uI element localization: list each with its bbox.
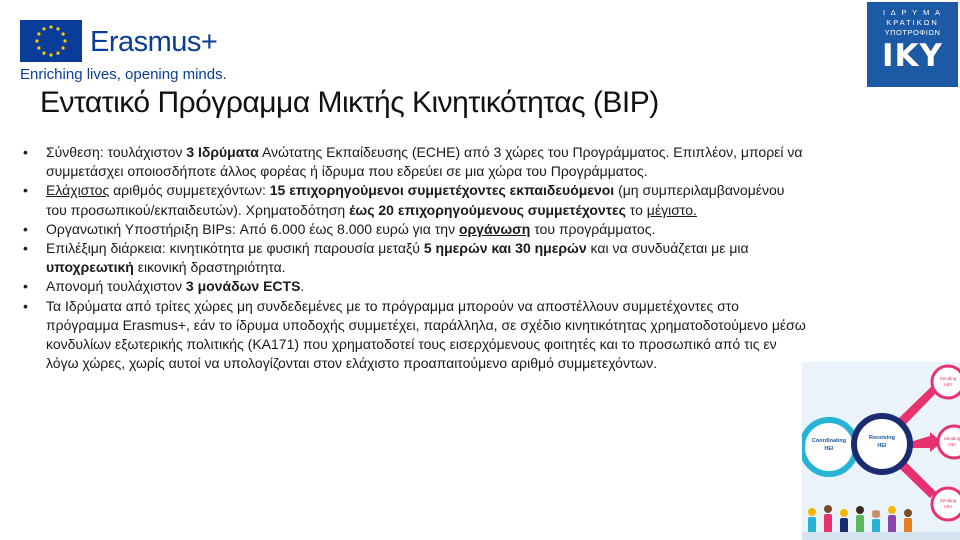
- bullet-underline: Ελάχιστος: [46, 182, 110, 199]
- diagram-sending2-label: Sending: [943, 436, 960, 441]
- diagram-sending3-hei-label: HEI: [944, 504, 952, 509]
- iky-logo-line3: ΥΠΟΤΡΟΦΙΩΝ: [884, 28, 941, 37]
- diagram-sending3-label: Sending: [939, 498, 957, 503]
- bullet-text: .: [300, 278, 305, 295]
- iky-logo: [867, 2, 958, 87]
- bullet-text: του προγράμματος.: [530, 220, 656, 237]
- diagram-sending1-label: Sending: [939, 376, 957, 381]
- iky-logo-line2: ΚΡΑΤΙΚΩΝ: [886, 18, 939, 27]
- bullet-emphasis: 3 Ιδρύματα: [186, 144, 259, 160]
- bullet-text: εικονική δραστηριότητα.: [133, 259, 286, 276]
- bullet-text: (μη συμπεριλαμβανομένου του προσωπικού/εκπαιδευτών). Χρηματοδότηση: [46, 182, 785, 218]
- diagram-coordinating-hei-label: HEI: [824, 446, 834, 452]
- bullet-text: αριθμός συμμετεχόντων:: [109, 182, 270, 199]
- bullet-emphasis: 5 ημερών και 30 ημερών: [423, 240, 587, 257]
- bullet-text: το: [625, 201, 647, 218]
- diagram-receiving-hei-label: HEI: [877, 443, 887, 449]
- bullet-list: [18, 143, 808, 373]
- slide-title: Εντατικό Πρόγραμμα Μικτής Κινητικότητας (BIP): [40, 86, 659, 119]
- bullet-text: Σύνθεση: τουλάχιστον: [46, 144, 187, 160]
- diagram-receiving-label: Receiving: [869, 435, 895, 441]
- bullet-ects: [18, 277, 808, 296]
- bullet-text: Ανώτατης Εκπαίδευσης (ECHE) από 3 χώρες του Προγράμματος. Επιπλέον, μπορεί να συμμετάσχει οποιοσδήποτε άλλος φορέας ή ίδρυμα που εδρεύει σε μια χώρα του Προγράμματος.: [46, 144, 803, 180]
- slide-number: 14: [871, 509, 882, 519]
- bullet-support: [18, 220, 808, 239]
- erasmus-tagline: Enriching lives, opening minds.: [20, 66, 227, 83]
- eu-flag-icon: [20, 20, 82, 62]
- diagram-sending2-hei-label: HEI: [948, 442, 956, 447]
- bullet-underline: μέγιστο.: [646, 201, 697, 218]
- bullet-text: Απονομή τουλάχιστον: [46, 278, 186, 295]
- bullet-text: Τα Ιδρύματα από τρίτες χώρες μη συνδεδεμένες με το πρόγραμμα μπορούν να αποστέλλουν συμμετέχοντες στο πρόγραμμα Erasmus+, εάν το ίδρυμα υποδοχής συμμετέχει, παράλληλα, σε σχέδιο κινητικότητας χρηματοδοτούμενο μέσω κονδυλίων εξωτερικής πολιτικής (ΚΑ171) που χρηματοδοτεί τους εισερχόμενους φοιτητές και το προσωπικό από τις εν λόγω χώρες, χωρίς αυτοί να υπολογίζονται στον ελάχιστο προαπαιτούμενο αριθμό συμμετεχόντων.: [46, 297, 806, 372]
- iky-logo-line1: Ι Δ Ρ Υ Μ Α: [882, 8, 943, 17]
- bullet-participants: [18, 181, 808, 219]
- bullet-emphasis: 3 μονάδων ECTS: [185, 278, 301, 295]
- bullet-duration: [18, 239, 808, 277]
- bullet-text: Οργανωτική Υποστήριξη BIPs: Από 6.000 έως 8.000 ευρώ για την: [46, 220, 459, 237]
- bullet-emphasis: υποχρεωτική: [46, 259, 134, 276]
- bullet-text: Επιλέξιμη διάρκεια: κινητικότητα με φυσική παρουσία μεταξύ: [46, 240, 424, 257]
- bullet-emphasis: οργάνωση: [458, 220, 531, 237]
- erasmus-wordmark: Erasmus+: [90, 26, 218, 58]
- bullet-third-countries: [18, 297, 808, 374]
- bullet-emphasis: έως 20 επιχορηγούμενους συμμετέχοντες: [349, 201, 626, 218]
- erasmus-logo: [20, 20, 250, 86]
- iky-logo-acronym: ΙΚΥ: [881, 38, 943, 74]
- diagram-sending1-hei-label: HEI: [944, 382, 952, 387]
- bullet-composition: [18, 143, 808, 181]
- bullet-emphasis: 15 επιχορηγούμενοι συμμετέχοντες εκπαιδευόμενοι: [269, 182, 615, 199]
- diagram-coordinating-label: Coordinating: [811, 438, 847, 444]
- bullet-text: και να συνδυάζεται με μια: [586, 240, 749, 257]
